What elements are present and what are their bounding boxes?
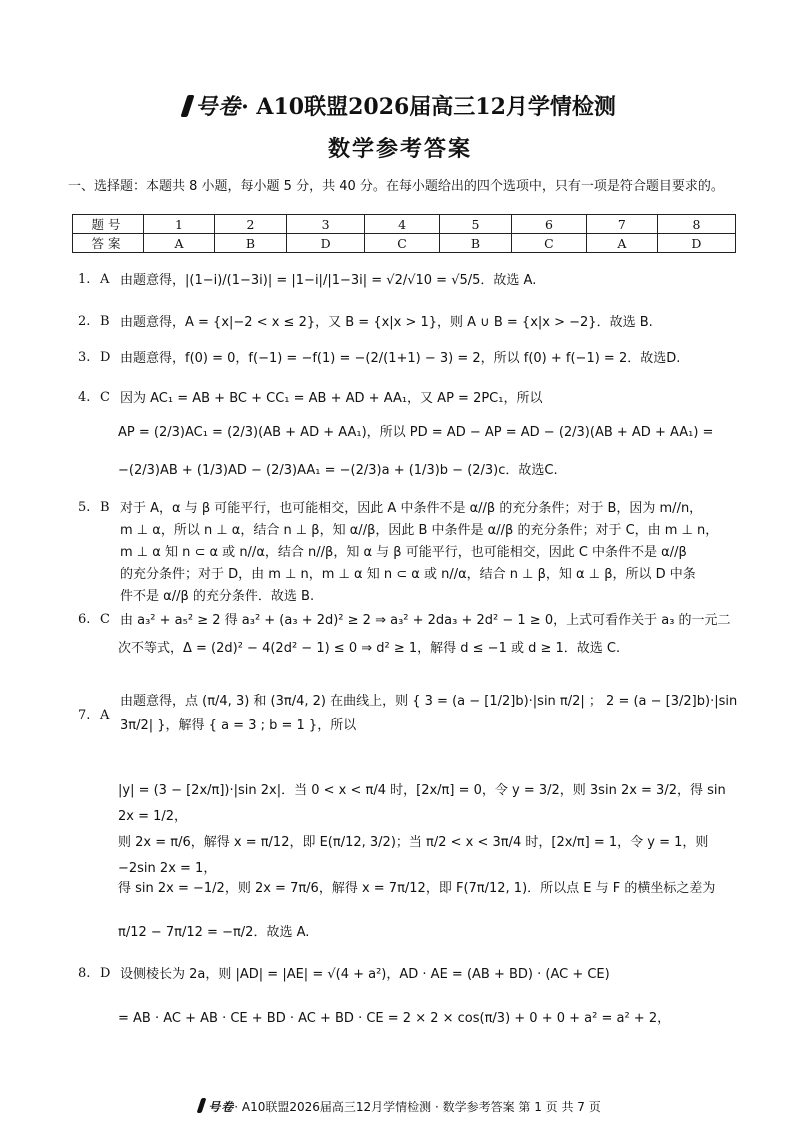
item-answer: B	[100, 314, 110, 329]
table-cell: B	[439, 234, 511, 253]
table-cell: 8	[657, 215, 735, 234]
solution-line: π/12 − 7π/12 = −π/2．故选 A.	[118, 925, 310, 940]
table-cell: D	[657, 234, 735, 253]
table-cell: 5	[439, 215, 511, 234]
solution-line: m ⊥ α，所以 n ⊥ α，结合 n ⊥ β，知 α//β，因此 B 中条件是 α//β 的充分条件；对于 C，由 m ⊥ n，	[120, 523, 719, 538]
solution-line: 则 2x = π/6，解得 x = π/12，即 E(π/12, 3/2)；当 π/2 < x < 3π/4 时，[2x/π] = 1，令 y = 1，则 −2sin 2x = 1，	[118, 835, 709, 876]
solution-line: 得 sin 2x = −1/2，则 2x = 7π/6，解得 x = 7π/12，即 F(7π/12, 1)．所以点 E 与 F 的横坐标之差为	[118, 881, 716, 896]
table-cell: 3	[287, 215, 365, 234]
solution-line: 的充分条件；对于 D，由 m ⊥ n，m ⊥ α 知 n ⊂ α 或 n//α，结合 n ⊥ β，知 α ⊥ β，所以 D 中条	[120, 567, 696, 582]
page-subtitle: 数学参考答案	[327, 136, 472, 162]
page-title	[0, 90, 800, 121]
item-number: 2.	[78, 314, 91, 329]
solution-line: −(2/3)AB + (1/3)AD − (2/3)AA₁ = −(2/3)a + (1/3)b − (2/3)c．故选C.	[118, 463, 558, 478]
table-cell: 2	[214, 215, 286, 234]
table-header-cell: 题号	[73, 215, 144, 234]
table-row-answers	[73, 234, 736, 253]
footer-brand-logo	[199, 1098, 234, 1115]
solution-line: AP = (2/3)AC₁ = (2/3)(AB + AD + AA₁)，所以 PD = AD − AP = AD − (2/3)(AB + AD + AA₁) =	[118, 425, 714, 440]
item-answer: D	[100, 966, 111, 981]
table-row-numbers	[73, 215, 736, 234]
item-answer: C	[100, 612, 110, 627]
solution-line: |y| = (3 − [2x/π])·|sin 2x|．当 0 < x < π/4 时，[2x/π] = 0，令 y = 3/2，则 3sin 2x = 3/2，得 sin 2x = 1/2，	[118, 783, 726, 824]
item-number: 6.	[78, 612, 91, 627]
item-number: 4.	[78, 390, 91, 405]
item-answer: C	[100, 390, 110, 405]
solution-line: 由题意得，f(0) = 0，f(−1) = −f(1) = −(2/(1+1) − 3) = 2，所以 f(0) + f(−1) = 2．故选D.	[120, 351, 681, 366]
item-number: 5.	[78, 500, 91, 515]
solution-line: 因为 AC₁ = AB + BC + CC₁ = AB + AD + AA₁，又 AP = 2PC₁，所以	[120, 391, 543, 406]
solution-line: 由题意得，A = {x|−2 < x ≤ 2}，又 B = {x|x > 1}，则 A ∪ B = {x|x > −2}．故选 B.	[120, 315, 653, 330]
table-header-cell: 答案	[73, 234, 144, 253]
solution-line: 次不等式，Δ = (2d)² − 4(2d² − 1) ≤ 0 ⇒ d² ≥ 1，解得 d ≤ −1 或 d ≥ 1．故选 C.	[118, 641, 621, 656]
brand-mark-icon	[180, 95, 194, 117]
table-cell: D	[287, 234, 365, 253]
footer-text: · A10联盟2026届高三12月学情检测 · 数学参考答案 第 1 页 共 7 页	[234, 1100, 601, 1114]
solution-line: 件不是 α//β 的充分条件．故选 B.	[120, 589, 315, 604]
solution-line: 设侧棱长为 2a，则 |AD| = |AE| = √(4 + a²)，AD · AE = (AB + BD) · (AC + CE)	[120, 967, 610, 982]
item-number: 8.	[78, 966, 91, 981]
answer-table	[72, 214, 736, 253]
section-heading: 一、选择题：本题共 8 小题，每小题 5 分，共 40 分。在每小题给出的四个选项中，只有一项是符合题目要求的。	[68, 179, 724, 194]
table-cell: 7	[586, 215, 657, 234]
item-answer: D	[100, 350, 111, 365]
item-answer: A	[100, 708, 110, 723]
title-text: · A10联盟2026届高三12月学情检测	[241, 94, 616, 120]
item-answer: A	[100, 272, 110, 287]
table-cell: 4	[365, 215, 440, 234]
item-number: 3.	[78, 350, 91, 365]
solution-line: m ⊥ α 知 n ⊂ α 或 n//α，结合 n//β，知 α 与 β 可能平行，也可能相交，因此 C 中条件不是 α//β	[120, 545, 687, 560]
table-cell: C	[512, 234, 587, 253]
brand-logo	[184, 90, 241, 121]
table-cell: B	[214, 234, 286, 253]
table-cell: A	[144, 234, 215, 253]
solution-line: = AB · AC + AB · CE + BD · AC + BD · CE = 2 × 2 × cos(π/3) + 0 + 0 + a² = a² + 2，	[118, 1011, 671, 1026]
solution-line: 由题意得，|(1−i)/(1−3i)| = |1−i|/|1−3i| = √2/√10 = √5/5．故选 A.	[120, 273, 537, 288]
solution-line: 对于 A，α 与 β 可能平行，也可能相交，因此 A 中条件不是 α//β 的充分条件；对于 B，因为 m//n，	[120, 501, 703, 516]
item-answer: B	[100, 500, 110, 515]
table-cell: 6	[512, 215, 587, 234]
footer-brand-text: 号卷	[208, 1100, 235, 1114]
item-number: 7.	[78, 708, 91, 723]
table-cell: C	[365, 234, 440, 253]
brand-text: 号卷	[195, 94, 242, 120]
solution-line: 由 a₃² + a₅² ≥ 2 得 a₃² + (a₃ + 2d)² ≥ 2 ⇒ a₃² + 2da₃ + 2d² − 1 ≥ 0，上式可看作关于 a₃ 的一元二	[120, 613, 731, 628]
table-cell: 1	[144, 215, 215, 234]
solution-line: 由题意得，点 (π/4, 3) 和 (3π/4, 2) 在曲线上，则 { 3 = (a − [1/2]b)·|sin π/2| ； 2 = (a − [3/2]b)·|sin 3π/2| }，解得 { a = 3 ; b = 1 }，所以	[120, 694, 738, 733]
page-footer	[0, 1098, 800, 1115]
item-number: 1.	[78, 272, 91, 287]
table-cell: A	[586, 234, 657, 253]
brand-mark-icon	[197, 1098, 207, 1113]
